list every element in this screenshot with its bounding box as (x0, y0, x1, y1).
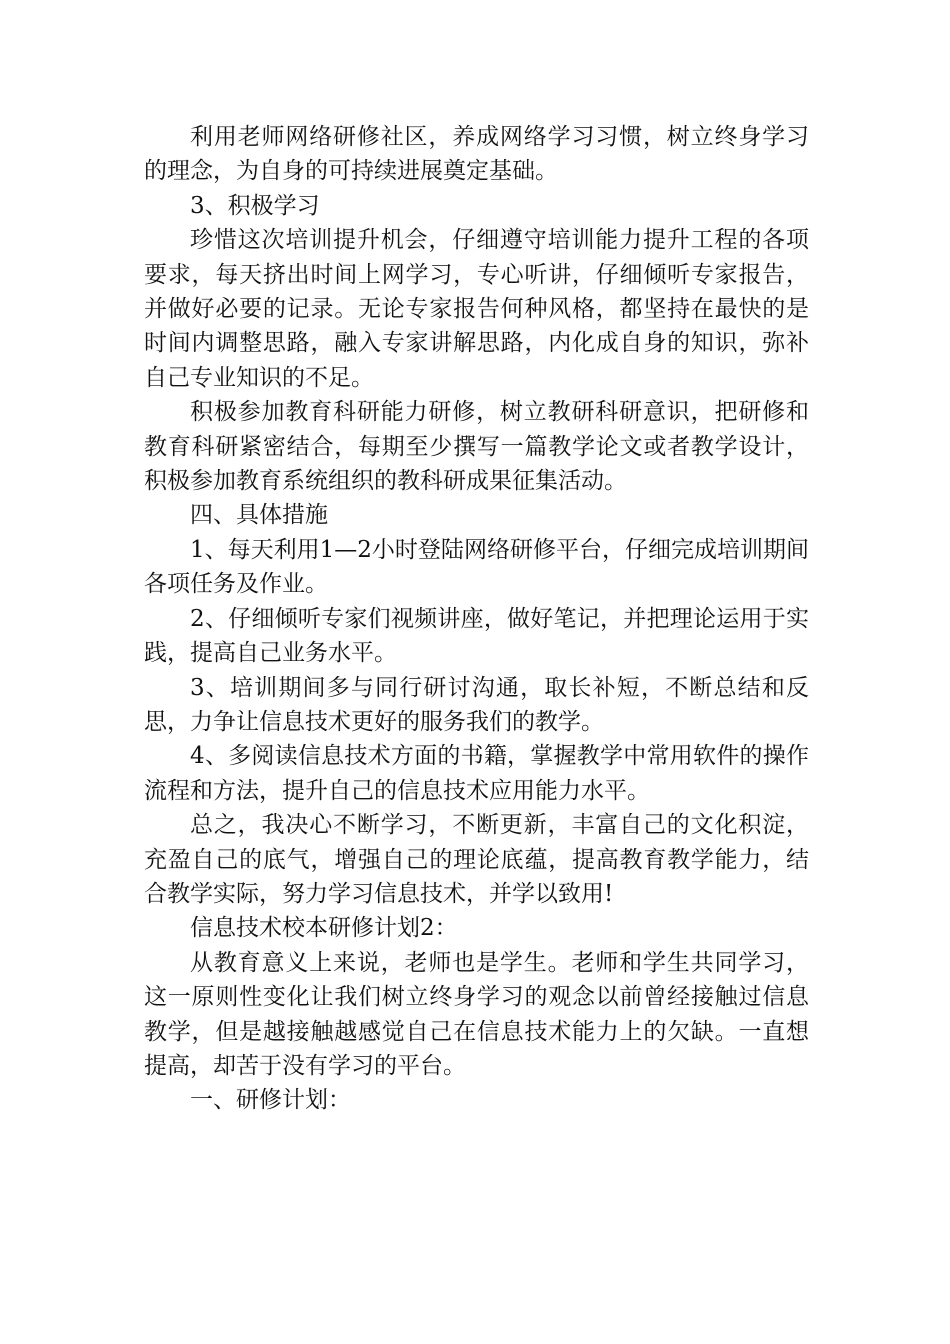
document-body (144, 120, 809, 1118)
paragraph-cherish-training: 珍惜这次培训提升机会，仔细遵守培训能力提升工程的各项要求，每天挤出时间上网学习，专心听讲，仔细倾听专家报告，并做好必要的记录。无论专家报告何种风格，都坚持在最快的是时间内调整思路，融入专家讲解思路，内化成自身的知识，弥补自己专业知识的不足。 (144, 227, 809, 391)
list-item-measure-2: 2、仔细倾听专家们视频讲座，做好笔记，并把理论运用于实践，提高自己业务水平。 (144, 605, 809, 667)
paragraph-research-ability: 积极参加教育科研能力研修，树立教研科研意识，把研修和教育科研紧密结合，每期至少撰写一篇教学论文或者教学设计，积极参加教育系统组织的教科研成果征集活动。 (144, 399, 809, 495)
heading-active-learning: 3、积极学习 (190, 192, 320, 219)
list-item-measure-1: 1、每天利用1—2小时登陆网络研修平台，仔细完成培训期间各项任务及作业。 (144, 536, 809, 598)
paragraph-conclusion: 总之，我决心不断学习，不断更新，丰富自己的文化积淀，充盈自己的底气，增强自己的理论底蕴，提高教育教学能力，结合教学实际，努力学习信息技术，并学以致用! (144, 812, 809, 907)
list-item-measure-4: 4、多阅读信息技术方面的书籍，掌握教学中常用软件的操作流程和方法，提升自己的信息技术应用能力水平。 (144, 743, 809, 804)
paragraph-education-meaning: 从教育意义上来说，老师也是学生。老师和学生共同学习，这一原则性变化让我们树立终身学习的观念以前曾经接触过信息教学，但是越接触越感觉自己在信息技术能力上的欠缺。一直想提高，却苦于没有学习的平台。 (144, 949, 809, 1079)
section-title-plan-2: 信息技术校本研修计划2： (190, 915, 458, 942)
heading-research-plan: 一、研修计划： (190, 1087, 351, 1114)
heading-specific-measures: 四、具体措施 (190, 502, 328, 529)
paragraph-intro: 利用老师网络研修社区，养成网络学习习惯，树立终身学习的理念，为自身的可持续进展奠定基础。 (144, 124, 809, 185)
list-item-measure-3: 3、培训期间多与同行研讨沟通，取长补短，不断总结和反思，力争让信息技术更好的服务我们的教学。 (144, 674, 809, 735)
